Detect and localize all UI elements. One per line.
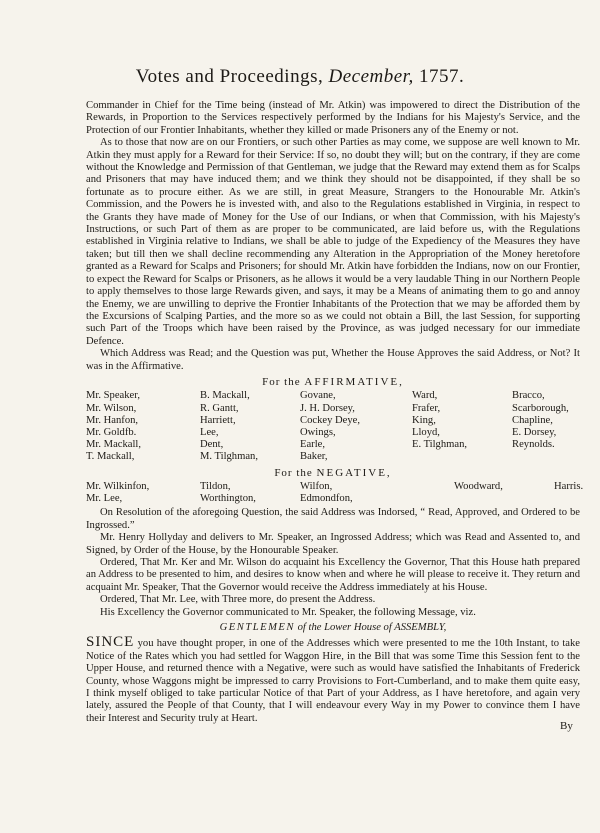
voter-name: M. Tilghman,: [200, 451, 258, 463]
voter-name: Mr. Speaker,: [86, 390, 141, 402]
voter-name: Harriett,: [200, 414, 236, 426]
paragraph: His Excellency the Governor communicated to Mr. Speaker, the following Message, viz.: [100, 606, 476, 618]
voter-name: Mr. Wilson,: [86, 402, 137, 414]
paragraph: As to those that now are on our Frontiers, or such other Parties as may come, we suppose are well known to Mr. Atkin they must apply for a Reward for their Service: If so, no doubt they will; but on the contrary, if they are come without the Knowledge and Permission of that Gentleman, we judge that the Reward may extend them as for Scalps and Prisoners that may have induced them; and we think they should not be disappointed, if they shall be so fortunate as to procure either. As we are still, in great Measure, Strangers to the Honourable Mr. Atkin's Commission, and the Powers he is invested with, and also to the Regulations established in Virginia, in respect to the Grants they have made of Money for the Use of our Indians, or when that Commission, with his Majesty's Instructions, or such Part of them as are proper to be communicated, are laid before us, with the Regulations established in Virginia relative to Indians, we shall be able to judge of the Expediency of the Measures they have taken; but till then we shall decline recommending any Alteration in the Appropriation of the Money heretofore granted as a Reward for Scalps and Prisoners; for should Mr. Atkin have forbidden the Indians, now on our Frontier, to expect the Reward for Scalps or Prisoners, as he allows it would be a very laudable Thing in our Northern People to apply themselves to those large Rewards given, and says, it may be a Means of animating them to go and annoy the Enemy, we are unwilling to deprive the Frontier Inhabitants of the Protection that we may be afforded them by the Excursions of Scalping Parties, and the more so as we could not obtain a Bill, the last Session, for supporting such Part of the Troops which have been raised by the Province, as was judged necessary for our immediate Defence.: [86, 137, 580, 347]
voter-name: King,: [412, 414, 436, 426]
negative-heading: For the NEGATIVE,: [274, 466, 392, 479]
paragraph: Ordered, That Mr. Ker and Mr. Wilson do acquaint his Excellency the Governor, That this House hath prepared an Address to be presented to him, and desires to know when and where he will please to receive it. They return and acquaint Mr. Speaker, That the Governor would receive the Address immediately at his House.: [86, 557, 580, 593]
voter-name: T. Mackall,: [86, 451, 135, 463]
voter-name: Mr. Hanfon,: [86, 414, 139, 426]
voter-name: Mr. Goldfb.: [86, 426, 137, 438]
voter-name: Tildon,: [200, 480, 231, 492]
voter-name: Chapline,: [512, 414, 553, 426]
drop-cap: SINCE: [86, 634, 135, 651]
voter-name: Ward,: [412, 390, 438, 402]
header-month: December,: [328, 66, 414, 87]
voter-name: Edmondfon,: [300, 493, 353, 505]
catchword: By: [560, 720, 573, 732]
voter-name: E. Dorsey,: [512, 426, 557, 438]
voter-name: Harris.: [554, 480, 584, 492]
voter-name: Owings,: [300, 426, 336, 438]
voter-name: Worthington,: [200, 493, 256, 505]
voter-name: Mr. Lee,: [86, 493, 123, 505]
voter-name: Bracco,: [512, 390, 545, 402]
document-body: [86, 100, 584, 725]
voter-name: Mr. Mackall,: [86, 439, 142, 451]
paragraph: Which Address was Read; and the Question was put, Whether the House Approves the said Address, or Not? It was in the Affirmative.: [86, 348, 580, 372]
voter-name: Earle,: [300, 439, 325, 451]
paragraph: Ordered, That Mr. Lee, with Three more, do present the Address.: [100, 594, 376, 606]
voter-name: Reynolds.: [512, 439, 555, 451]
paragraph: Mr. Henry Hollyday and delivers to Mr. Speaker, an Ingrossed Address; which was Read and Assented to, and Signed, by Order of the House, by the Honourable Speaker.: [86, 532, 580, 556]
message-salutation: GENTLEMEN of the Lower House of ASSEMBLY,: [219, 622, 447, 634]
voter-name: B. Mackall,: [200, 390, 250, 402]
header-year: 1757.: [418, 66, 465, 87]
voter-name: Scarborough,: [512, 402, 569, 414]
voter-name: [454, 493, 550, 505]
voter-name: Frafer,: [412, 402, 441, 414]
voter-name: Wilfon,: [300, 480, 333, 492]
header-title: Votes and Proceedings,: [135, 66, 324, 87]
voter-name: R. Gantt,: [200, 402, 239, 414]
voter-name: E. Tilghman,: [412, 439, 468, 451]
governor-message: [86, 636, 580, 725]
voter-name: [512, 451, 596, 463]
voter-name: Cockey Deye,: [300, 414, 361, 426]
voter-name: Mr. Wilkinfon,: [86, 480, 150, 492]
affirmative-names: [86, 390, 580, 463]
page-header: [0, 66, 600, 88]
paragraph: Commander in Chief for the Time being (instead of Mr. Atkin) was impowered to direct the Distribution of the Rewards, in Proportion to the Services respectively performed by the Indians for his Majesty's Service, and the Protection of our Frontier Inhabitants, whether they killed or made Prisoners any of the Enemy or not.: [86, 100, 580, 136]
voter-name: Woodward,: [454, 480, 503, 492]
voter-name: Lee,: [200, 426, 219, 438]
negative-names: [86, 480, 584, 505]
voter-name: Govane,: [300, 390, 336, 402]
voter-name: Lloyd,: [412, 426, 440, 438]
voter-name: Dent,: [200, 439, 224, 451]
message-text: you have thought proper, in one of the Addresses which were presented to me the 10th Instant, to take Notice of the Rates which you had settled for Waggon Hire, in the Bill that was some Time this Session fent to the Upper House, and returned thence with a Negative, were such as would have satisfied the Inhabitants of Frederick County, whose Waggons might be impressed to carry Provisions to Fort-Cumberland, and to make them quite easy, I think myself obliged to take particular Notice of that Part of your Address, as I have heretofore, and again very lately, assured the People of that County, that I will endeavour every Way in my Power to convince them I have their Interest and Security truly at Heart.: [86, 638, 581, 724]
voter-name: Baker,: [300, 451, 328, 463]
paragraph: On Resolution of the aforegoing Question, the said Address was Indorsed, “ Read, Approved, and Ordered to be Ingrossed.”: [86, 507, 580, 531]
affirmative-heading: For the AFFIRMATIVE,: [262, 375, 404, 388]
voter-name: J. H. Dorsey,: [300, 402, 355, 414]
voter-name: [412, 451, 508, 463]
voter-name: [554, 493, 594, 505]
